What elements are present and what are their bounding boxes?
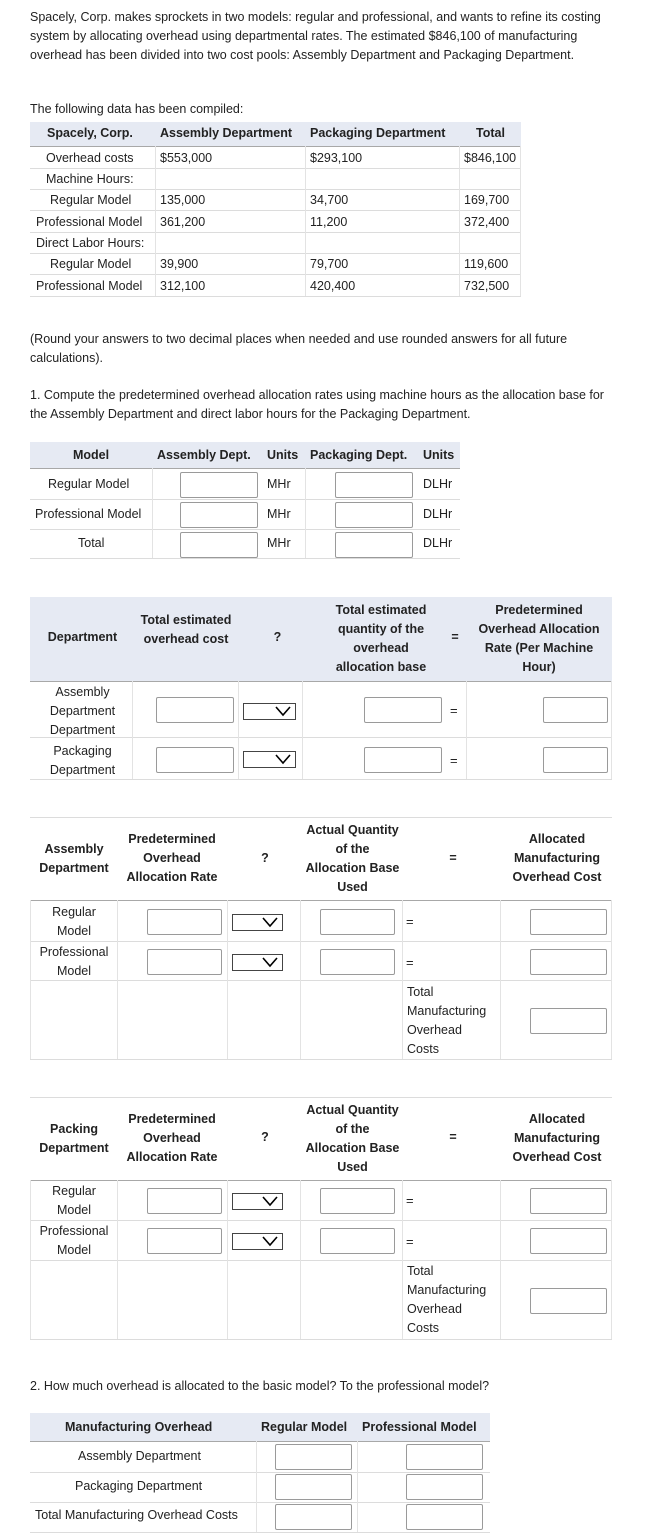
question-1: 1. Compute the predetermined overhead allocation rates using machine hours as the allocation base for the Assembly Department and direct labor hours for the Packaging Department. xyxy=(30,388,604,421)
pa-row-equals: = xyxy=(406,1234,414,1249)
rt-row-unit2: DLHr xyxy=(423,507,453,521)
rt-row-label: Professional Model xyxy=(35,507,142,521)
ft-row-label: Packaging Department xyxy=(75,1479,203,1493)
aa-header-equals: = xyxy=(449,851,457,865)
packaging-operator-select[interactable] xyxy=(243,751,296,768)
rt-row-unit2: DLHr xyxy=(423,477,453,491)
pa-header-rate: Predetermined Overhead Allocation Rate xyxy=(126,1112,218,1164)
dt-machine-hours-label: Machine Hours: xyxy=(46,172,134,186)
round-note: (Round your answers to two decimal places when needed and use rounded answers for all future calculations). xyxy=(30,332,568,365)
dt-dl-pro-packaging: 420,400 xyxy=(310,279,356,293)
aa-header-operator: ? xyxy=(261,851,269,865)
dt-mh-regular-packaging: 34,700 xyxy=(310,193,349,207)
dt-dl-pro-assembly: 312,100 xyxy=(160,279,206,293)
packing-regular-allocated-input[interactable] xyxy=(530,1188,607,1214)
aa-header-allocated: Allocated Manufacturing Overhead Cost xyxy=(512,832,602,884)
packing-pro-allocated-input[interactable] xyxy=(530,1228,607,1254)
packaging-regular-overhead-input[interactable] xyxy=(275,1474,352,1500)
question-2: 2. How much overhead is allocated to the basic model? To the professional model? xyxy=(30,1379,490,1393)
compiled-label: The following data has been compiled: xyxy=(30,102,244,116)
pohr-row-label: Assembly Department Department xyxy=(49,685,116,737)
assembly-regular-rate-input[interactable] xyxy=(147,909,222,935)
packing-regular-actual-input[interactable] xyxy=(320,1188,395,1214)
total-professional-overhead-input[interactable] xyxy=(406,1504,483,1530)
aa-header-actual: Actual Quantity of the Allocation Base Used xyxy=(305,823,400,894)
chevron-down-icon xyxy=(262,1236,278,1247)
assembly-rate-pro-input[interactable] xyxy=(180,502,258,528)
rt-row-label: Regular Model xyxy=(48,477,130,491)
pa-row-label: Regular Model xyxy=(52,1184,96,1217)
aa-row-label: Regular Model xyxy=(52,905,96,938)
dt-overhead-label: Overhead costs xyxy=(46,151,134,165)
packaging-professional-overhead-input[interactable] xyxy=(406,1474,483,1500)
assembly-pro-operator-select[interactable] xyxy=(232,954,283,971)
dt-mh-regular-label: Regular Model xyxy=(50,193,132,207)
dt-overhead-packaging: $293,100 xyxy=(310,151,363,165)
dt-mh-pro-assembly: 361,200 xyxy=(160,215,206,229)
assembly-regular-overhead-input[interactable] xyxy=(275,1444,352,1470)
dt-header-packaging: Packaging Department xyxy=(310,126,446,140)
chevron-down-icon xyxy=(275,706,291,717)
rt-row-unit1: MHr xyxy=(267,536,291,550)
pohr-header-equals: = xyxy=(451,630,459,644)
dt-mh-pro-label: Professional Model xyxy=(36,215,143,229)
total-regular-overhead-input[interactable] xyxy=(275,1504,352,1530)
packaging-quantity-input[interactable] xyxy=(364,747,442,773)
packing-total-allocated-input[interactable] xyxy=(530,1288,607,1314)
aa-row-equals: = xyxy=(406,955,414,970)
pa-header-equals: = xyxy=(449,1130,457,1144)
dt-dl-regular-packaging: 79,700 xyxy=(310,257,349,271)
pohr-row-equals: = xyxy=(450,703,458,718)
pohr-header-department: Department xyxy=(47,630,118,644)
pa-header-allocated: Allocated Manufacturing Overhead Cost xyxy=(512,1112,602,1164)
assembly-total-cost-input[interactable] xyxy=(156,697,234,723)
pohr-header-total-cost: Total estimated overhead cost xyxy=(140,613,232,646)
rt-header-model: Model xyxy=(73,448,110,462)
dt-dl-pro-total: 732,500 xyxy=(464,279,510,293)
dt-dl-regular-total: 119,600 xyxy=(464,257,509,271)
pa-header-actual: Actual Quantity of the Allocation Base Used xyxy=(305,1103,400,1174)
aa-header-rate: Predetermined Overhead Allocation Rate xyxy=(126,832,218,884)
dt-dl-regular-assembly: 39,900 xyxy=(160,257,199,271)
chevron-down-icon xyxy=(262,917,278,928)
pa-total-label: Total Manufacturing Overhead Costs xyxy=(407,1264,487,1335)
packaging-rate-pro-input[interactable] xyxy=(335,502,413,528)
chevron-down-icon xyxy=(275,754,291,765)
rt-header-units2: Units xyxy=(423,448,455,462)
dt-mh-regular-total: 169,700 xyxy=(464,193,510,207)
assembly-professional-overhead-input[interactable] xyxy=(406,1444,483,1470)
rt-row-label: Total xyxy=(78,536,105,550)
assembly-regular-actual-input[interactable] xyxy=(320,909,395,935)
assembly-regular-operator-select[interactable] xyxy=(232,914,283,931)
assembly-regular-allocated-input[interactable] xyxy=(530,909,607,935)
packing-regular-rate-input[interactable] xyxy=(147,1188,222,1214)
aa-total-label: Total Manufacturing Overhead Costs xyxy=(407,985,487,1056)
chevron-down-icon xyxy=(262,1196,278,1207)
dt-dl-pro-label: Professional Model xyxy=(36,279,143,293)
pohr-header-quantity: Total estimated quantity of the overhead allocation base xyxy=(335,603,427,674)
pohr-row-label: Packaging Department xyxy=(49,744,116,777)
rt-row-unit1: MHr xyxy=(267,507,291,521)
dt-header-total: Total xyxy=(476,126,505,140)
intro-paragraph: Spacely, Corp. makes sprockets in two models: regular and professional, and wants to refine its costing system by allocating overhead using departmental rates. The estimated $846,100 of manufacturing overhead has been divided into two cost pools: Assembly Department and Packaging Department. xyxy=(30,10,601,62)
ft-header-overhead: Manufacturing Overhead xyxy=(65,1420,213,1434)
aa-row-label: Professional Model xyxy=(39,945,109,978)
rt-row-unit2: DLHr xyxy=(423,536,453,550)
assembly-pro-actual-input[interactable] xyxy=(320,949,395,975)
pa-row-equals: = xyxy=(406,1193,414,1208)
dt-overhead-total: $846,100 xyxy=(464,151,517,165)
pa-header-operator: ? xyxy=(261,1130,269,1144)
dt-header-assembly: Assembly Department xyxy=(160,126,292,140)
dt-mh-regular-assembly: 135,000 xyxy=(160,193,206,207)
chevron-down-icon xyxy=(262,957,278,968)
pohr-row-equals: = xyxy=(450,753,458,768)
packaging-total-cost-input[interactable] xyxy=(156,747,234,773)
packaging-rate-regular-input[interactable] xyxy=(335,472,413,498)
assembly-rate-total-input[interactable] xyxy=(180,532,258,558)
rt-row-unit1: MHr xyxy=(267,477,291,491)
ft-header-professional: Professional Model xyxy=(362,1420,477,1434)
pohr-header-rate: Predetermined Overhead Allocation Rate (Per Machine Hour) xyxy=(478,603,600,674)
dt-overhead-assembly: $553,000 xyxy=(160,151,213,165)
pa-row-label: Professional Model xyxy=(39,1224,109,1257)
assembly-total-allocated-input[interactable] xyxy=(530,1008,607,1034)
dt-dl-regular-label: Regular Model xyxy=(50,257,132,271)
dt-direct-labor-label: Direct Labor Hours: xyxy=(36,236,145,250)
rt-header-units1: Units xyxy=(267,448,299,462)
packing-pro-operator-select[interactable] xyxy=(232,1233,283,1250)
assembly-operator-select[interactable] xyxy=(243,703,296,720)
packing-regular-operator-select[interactable] xyxy=(232,1193,283,1210)
aa-row-equals: = xyxy=(406,914,414,929)
assembly-rate-regular-input[interactable] xyxy=(180,472,258,498)
assembly-pro-rate-input[interactable] xyxy=(147,949,222,975)
ft-row-label: Assembly Department xyxy=(78,1449,201,1463)
assembly-pohr-input[interactable] xyxy=(543,697,608,723)
dt-mh-pro-total: 372,400 xyxy=(464,215,510,229)
packing-pro-rate-input[interactable] xyxy=(147,1228,222,1254)
packaging-rate-total-input[interactable] xyxy=(335,532,413,558)
rt-header-assembly: Assembly Dept. xyxy=(157,448,251,462)
dt-mh-pro-packaging: 11,200 xyxy=(310,215,348,229)
aa-header-dept: Assembly Department xyxy=(39,842,109,875)
packing-pro-actual-input[interactable] xyxy=(320,1228,395,1254)
rt-header-packaging: Packaging Dept. xyxy=(310,448,408,462)
assembly-quantity-input[interactable] xyxy=(364,697,442,723)
ft-header-regular: Regular Model xyxy=(261,1420,348,1434)
pa-header-dept: Packing Department xyxy=(39,1122,109,1155)
assembly-pro-allocated-input[interactable] xyxy=(530,949,607,975)
packaging-pohr-input[interactable] xyxy=(543,747,608,773)
pohr-header-operator: ? xyxy=(273,630,282,644)
dt-header-company: Spacely, Corp. xyxy=(47,126,133,140)
ft-row-label: Total Manufacturing Overhead Costs xyxy=(35,1508,238,1522)
